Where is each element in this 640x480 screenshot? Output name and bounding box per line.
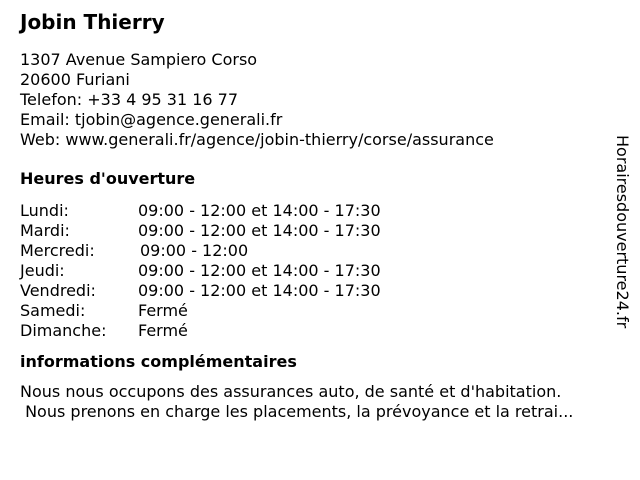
hours-row-wednesday	[20, 241, 620, 261]
info-line-1: Nous nous occupons des assurances auto, de santé et d'habitation.	[20, 382, 562, 401]
time-value: Fermé	[138, 301, 188, 320]
hours-row-saturday	[20, 301, 620, 321]
hours-title: Heures d'ouverture	[20, 169, 196, 188]
hours-row-friday	[20, 281, 620, 301]
email-line: Email: tjobin@agence.generali.fr	[20, 110, 283, 129]
time-value: 09:00 - 12:00 et 14:00 - 17:30	[138, 201, 381, 220]
web-line: Web: www.generali.fr/agence/jobin-thierry/corse/assurance	[20, 130, 494, 149]
day-label: Mercredi:	[20, 241, 95, 260]
time-value: 09:00 - 12:00 et 14:00 - 17:30	[138, 221, 381, 240]
hours-row-monday	[20, 201, 620, 221]
info-line-2: Nous prenons en charge les placements, la prévoyance et la retrai...	[20, 402, 574, 421]
time-value: 09:00 - 12:00 et 14:00 - 17:30	[138, 281, 381, 300]
phone-line: Telefon: +33 4 95 31 16 77	[20, 90, 239, 109]
business-name: Jobin Thierry	[20, 10, 165, 34]
address-city: 20600 Furiani	[20, 70, 130, 89]
day-label: Lundi:	[20, 201, 69, 220]
site-watermark: Horairesdouverture24.fr	[613, 135, 632, 329]
hours-row-thursday	[20, 261, 620, 281]
address-street: 1307 Avenue Sampiero Corso	[20, 50, 258, 69]
day-label: Jeudi:	[20, 261, 65, 280]
time-value: 09:00 - 12:00 et 14:00 - 17:30	[138, 261, 381, 280]
day-label: Vendredi:	[20, 281, 96, 300]
info-title: informations complémentaires	[20, 352, 297, 371]
business-card	[20, 8, 620, 422]
time-value: 09:00 - 12:00	[140, 241, 249, 260]
hours-row-tuesday	[20, 221, 620, 241]
time-value: Fermé	[138, 321, 188, 340]
hours-row-sunday	[20, 321, 620, 341]
day-label: Samedi:	[20, 301, 86, 320]
hours-table	[20, 201, 620, 341]
day-label: Mardi:	[20, 221, 70, 240]
day-label: Dimanche:	[20, 321, 107, 340]
